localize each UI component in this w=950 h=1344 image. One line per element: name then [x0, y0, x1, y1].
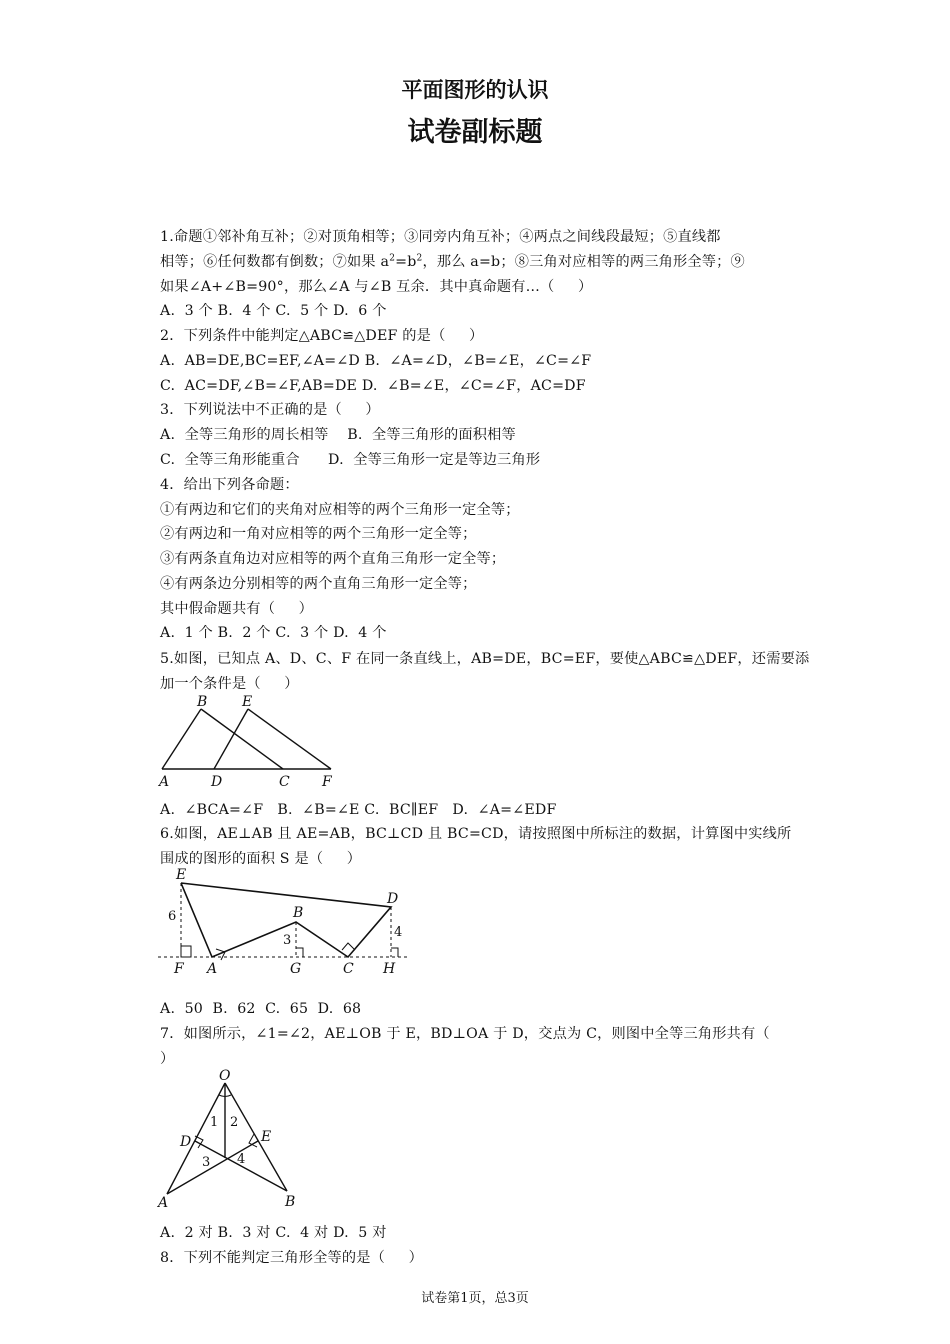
q1-options: A. 3 个 B. 4 个 C. 5 个 D. 6 个: [160, 303, 387, 319]
q7-label-1: 1: [210, 1115, 219, 1130]
q7-line-2: ）: [160, 1051, 175, 1067]
q4-proposition-3: ③有两条直角边对应相等的两个直角三角形一定全等；: [160, 551, 506, 567]
q4-stem: 4．给出下列各命题：: [160, 477, 299, 493]
q5-label-e: E: [242, 694, 253, 710]
q5-triangles-figure: [155, 692, 345, 792]
q1-line-3: 如果∠A+∠B=90°，那么∠A 与∠B 互余．其中真命题有…（ ）: [160, 279, 593, 295]
q2-options-1: A. AB=DE,BC=EF,∠A=∠D B. ∠A=∠D，∠B=∠E，∠C=∠F: [160, 353, 592, 369]
q2-stem: 2．下列条件中能判定△ABC≌△DEF 的是（ ）: [160, 328, 484, 344]
q7-label-e: E: [261, 1129, 272, 1145]
q5-label-b: B: [197, 694, 208, 710]
q8-stem: 8．下列不能判定三角形全等的是（ ）: [160, 1250, 423, 1266]
q5-label-a: A: [159, 774, 170, 790]
q5-side-ef: [248, 709, 331, 769]
q5-label-d: D: [211, 774, 223, 790]
q4-proposition-1: ①有两边和它们的夹角对应相等的两个三角形一定全等；: [160, 502, 520, 518]
q6-right-angle-g: [296, 948, 303, 957]
q6-options: A. 50 B. 62 C. 65 D. 68: [160, 1001, 362, 1017]
q7-label-d: D: [180, 1134, 192, 1150]
q7-label-2: 2: [230, 1115, 239, 1130]
q7-label-o: O: [219, 1068, 231, 1084]
q1-line-2: 相等；⑥任何数都有倒数；⑦如果 $a^2=b^2$，那么 a=b；⑧三角对应相等的两三角形全等；⑨: [160, 253, 745, 270]
q5-label-c: C: [279, 774, 290, 790]
q7-label-a: A: [158, 1195, 169, 1211]
q6-line-2: 围成的图形的面积 S 是（ ）: [160, 851, 362, 867]
q6-label-d: D: [387, 891, 399, 907]
q2-options-2: C. AC=DF,∠B=∠F,AB=DE D. ∠B=∠E，∠C=∠F，AC=DF: [160, 378, 586, 394]
page-title: 平面图形的认识: [401, 78, 549, 102]
q5-side-bc: [201, 709, 283, 769]
q5-line-2: 加一个条件是（ ）: [160, 676, 299, 692]
q4-options: A. 1 个 B. 2 个 C. 3 个 D. 4 个: [160, 625, 387, 641]
page-footer: 试卷第1页，总3页: [421, 1291, 529, 1306]
q4-proposition-2: ②有两边和一角对应相等的两个三角形一定全等；: [160, 526, 477, 542]
q6-right-angle-c: [342, 943, 355, 950]
q3-options-2: C. 全等三角形能重合 D. 全等三角形一定是等边三角形: [160, 452, 541, 468]
q6-area-figure: [155, 866, 415, 981]
q6-label-6: 6: [168, 909, 177, 924]
q7-angle-figure: [155, 1066, 305, 1211]
q3-options-1: A. 全等三角形的周长相等 B. 全等三角形的面积相等: [160, 427, 516, 443]
q6-right-angle-h: [391, 948, 398, 957]
q5-options: A. ∠BCA=∠F B. ∠B=∠E C. BC∥EF D. ∠A=∠EDF: [160, 802, 557, 818]
q3-stem: 3．下列说法中不正确的是（ ）: [160, 402, 380, 418]
q7-options: A. 2 对 B. 3 对 C. 4 对 D. 5 对: [160, 1225, 387, 1241]
q4-question: 其中假命题共有（ ）: [160, 601, 314, 617]
q6-label-f: F: [174, 961, 184, 977]
q4-proposition-4: ④有两条边分别相等的两个直角三角形一定全等；: [160, 576, 477, 592]
q6-label-4: 4: [394, 925, 403, 940]
q7-label-b: B: [285, 1194, 296, 1210]
q1-line-1: 1.命题①邻补角互补；②对顶角相等；③同旁内角互补；④两点之间线段最短；⑤直线都: [160, 229, 721, 245]
page-subtitle: 试卷副标题: [407, 117, 543, 148]
q6-line-1: 6.如图，AE⊥AB 且 AE=AB，BC⊥CD 且 BC=CD，请按照图中所标注的数据，计算图中实线所: [160, 826, 792, 842]
q7-label-4: 4: [237, 1152, 246, 1167]
q5-side-ab: [162, 709, 201, 769]
q5-label-f: F: [322, 774, 332, 790]
q6-label-3: 3: [283, 933, 292, 948]
q6-label-c: C: [343, 961, 354, 977]
q6-label-a: A: [207, 961, 218, 977]
q6-label-h: H: [383, 961, 396, 977]
q7-line-1: 7．如图所示，∠1=∠2，AE⊥OB 于 E，BD⊥OA 于 D，交点为 C，则图中全等三角形共有（: [160, 1026, 770, 1042]
q6-label-e: E: [176, 867, 187, 883]
q6-right-angle-f: [181, 946, 191, 957]
q7-label-3: 3: [202, 1155, 211, 1170]
q6-label-g: G: [290, 961, 302, 977]
q6-label-b: B: [293, 905, 304, 921]
q5-line-1: 5.如图，已知点 A、D、C、F 在同一条直线上，AB=DE，BC=EF，要使△ABC≌△DEF，还需要添: [160, 651, 810, 667]
